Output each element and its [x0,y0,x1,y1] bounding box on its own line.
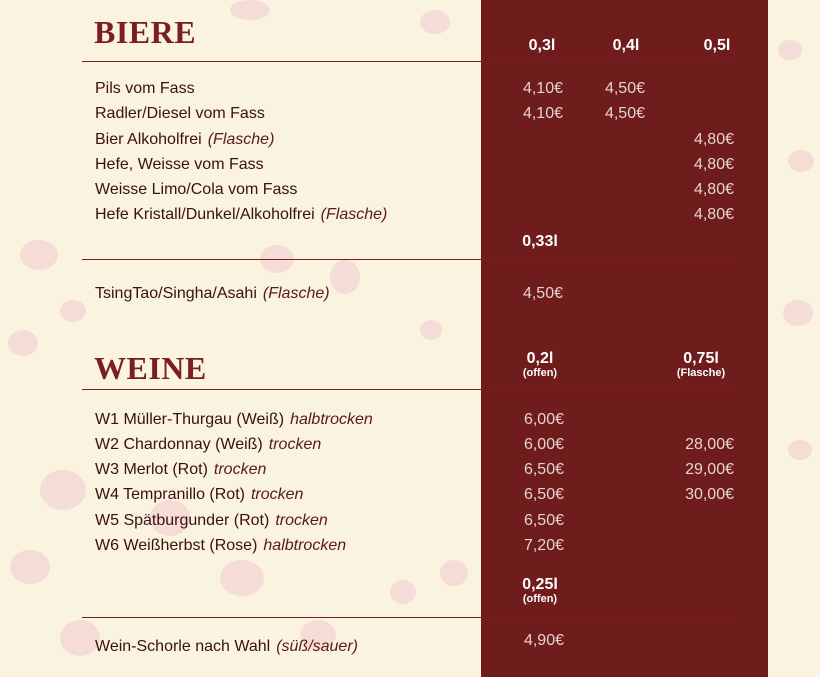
price-0-5l: 4,80€ [693,156,734,173]
header-label: 0,75l [683,350,719,367]
item-name: W6 Weißherbst (Rose) [95,537,258,554]
item-note: (süß/sauer) [276,638,358,655]
weine-header-0-75l [666,351,736,379]
weine-sub-rule [82,617,734,618]
item-name: TsingTao/Singha/Asahi [95,285,257,302]
price-0-2l: 6,50€ [523,486,564,503]
item-note: (Flasche) [320,206,388,223]
item-name: Hefe Kristall/Dunkel/Alkoholfrei [95,206,315,223]
list-item [95,436,321,454]
item-name: W1 Müller-Thurgau (Weiß) [95,411,285,428]
item-name: Wein-Schorle nach Wahl [95,638,271,655]
item-note: halbtrocken [263,537,347,554]
item-note: halbtrocken [290,411,373,428]
price-0-2l: 7,20€ [523,537,564,554]
list-item [95,461,266,479]
weine-title-rule [82,389,734,390]
biere-sub-rule [82,259,734,260]
item-name: W3 Merlot (Rot) [95,461,208,478]
price-0-33l: 4,50€ [522,285,563,302]
list-item [95,206,387,224]
list-item [95,80,195,98]
header-sub: (offen) [522,593,558,605]
price-0-2l: 6,00€ [523,436,564,453]
biere-header-0-3l: 0,3l [528,37,556,54]
list-item [95,156,264,174]
item-name: W4 Tempranillo (Rot) [95,486,245,503]
biere-header-0-33l: 0,33l [522,233,558,250]
header-label: 0,2l [526,350,554,367]
list-item [95,537,346,555]
item-note: (Flasche) [262,285,330,302]
item-name: W2 Chardonnay (Weiß) [95,436,263,453]
item-name: Weisse Limo/Cola vom Fass [95,181,298,198]
item-name: Radler/Diesel vom Fass [95,105,265,122]
item-name: Bier Alkoholfrei [95,131,202,148]
item-note: trocken [250,486,304,503]
item-name: W5 Spätburgunder (Rot) [95,512,270,529]
price-0-5l: 4,80€ [693,181,734,198]
list-item [95,486,303,504]
weine-header-0-25l [505,577,575,605]
price-0-2l: 6,50€ [523,461,564,478]
item-note: (Flasche) [207,131,275,148]
item-name: Hefe, Weisse vom Fass [95,156,264,173]
list-item [95,105,265,123]
list-item [95,181,297,199]
weine-header-0-2l [505,351,575,379]
biere-title-rule [82,61,734,62]
section-title-biere: BIERE [94,14,197,50]
section-title-weine: WEINE [94,350,207,386]
header-sub: (offen) [522,367,558,379]
price-0-3l: 4,10€ [522,80,563,97]
list-item [95,285,330,303]
price-0-4l: 4,50€ [604,105,645,122]
item-note: trocken [213,461,267,478]
list-item [95,131,274,149]
list-item [95,638,358,656]
biere-header-0-4l: 0,4l [612,37,640,54]
price-0-4l: 4,50€ [604,80,645,97]
item-name: Pils vom Fass [95,80,195,97]
price-0-2l: 6,00€ [523,411,564,428]
price-0-5l: 4,80€ [693,206,734,223]
biere-header-0-5l: 0,5l [703,37,731,54]
header-sub: (Flasche) [676,367,726,379]
price-0-75l: 30,00€ [685,486,734,503]
price-0-75l: 29,00€ [685,461,734,478]
header-label: 0,25l [522,576,558,593]
right-edge [768,0,820,677]
price-0-25l: 4,90€ [523,632,564,649]
price-0-75l: 28,00€ [685,436,734,453]
price-0-3l: 4,10€ [522,105,563,122]
list-item [95,512,328,530]
price-0-5l: 4,80€ [693,131,734,148]
list-item [95,411,373,429]
item-note: trocken [268,436,322,453]
price-0-2l: 6,50€ [523,512,564,529]
item-note: trocken [275,512,328,529]
